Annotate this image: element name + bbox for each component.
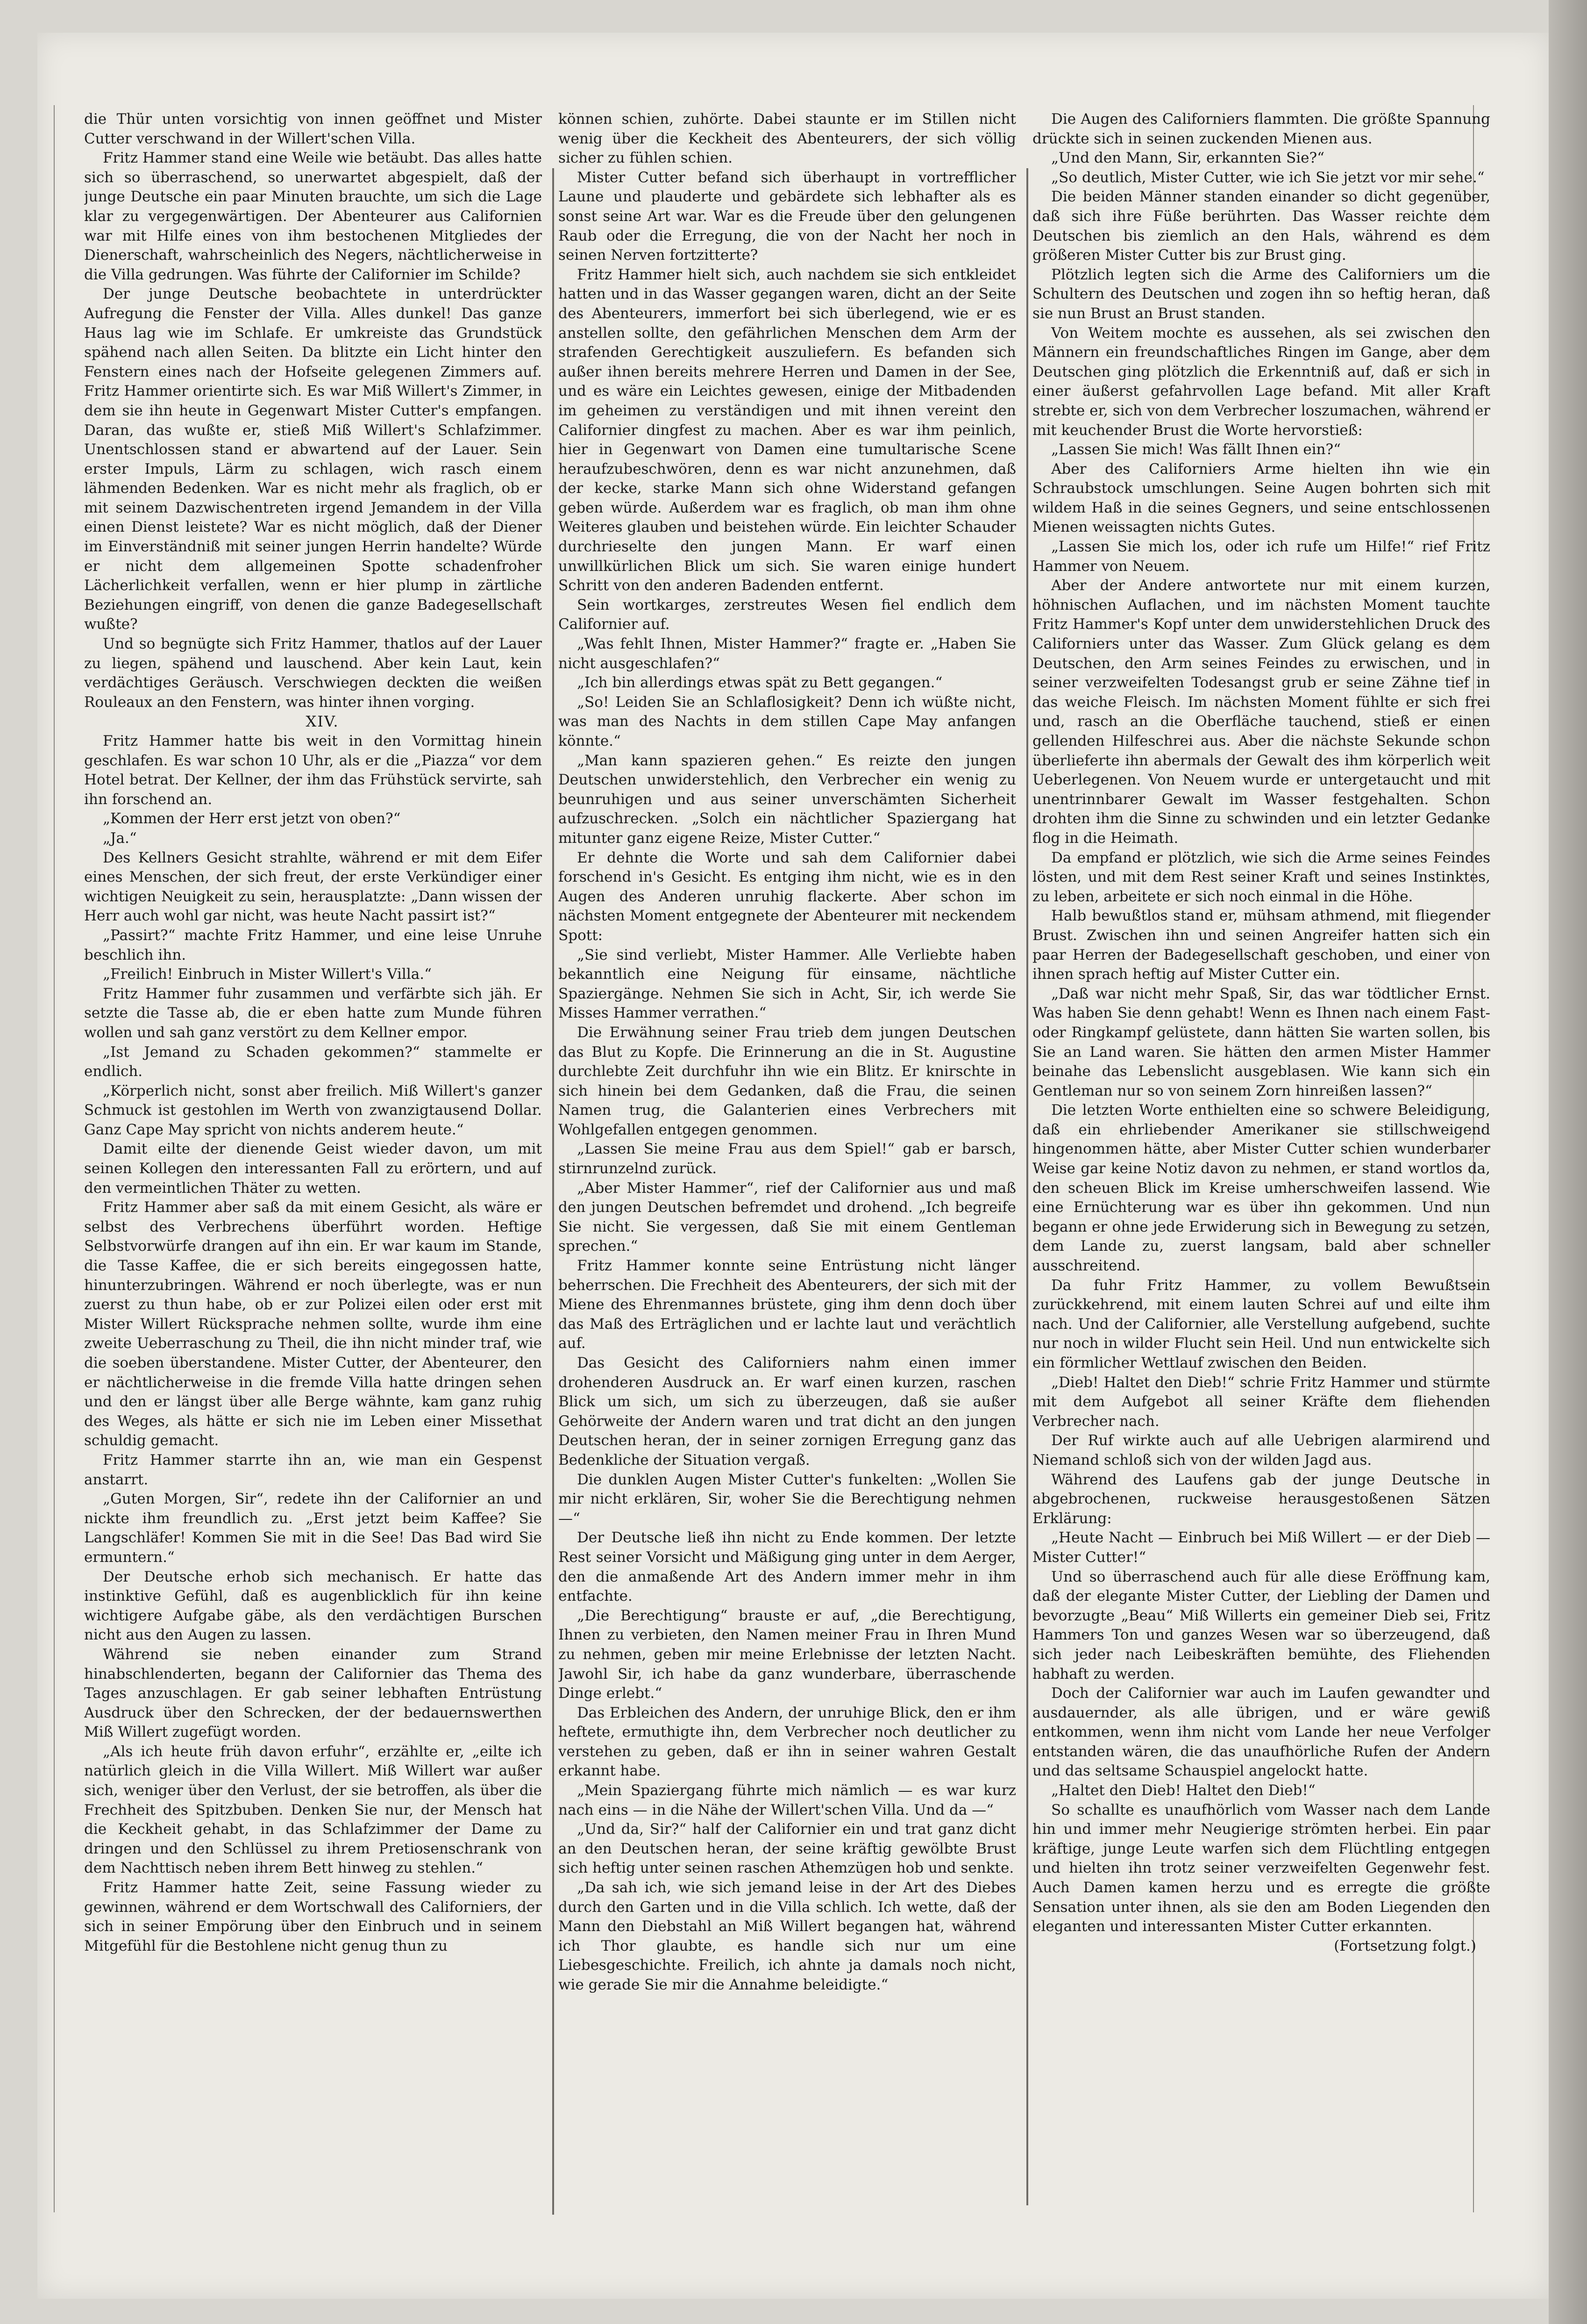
paragraph: die Thür unten vorsichtig von innen geöffnet und Mister Cutter verschwand in der Willert'schen Villa. — [84, 111, 542, 147]
paragraph: „Und da, Sir?“ half der Californier ein und trat ganz dicht an den Deutschen heran, der seine kräftig gewölbte Brust sich heftig unter seinen raschen Athemzügen hob und senkte. — [558, 1821, 1016, 1877]
text-column-1 — [84, 110, 542, 2208]
paragraph: „Ist Jemand zu Schaden gekommen?“ stammelte er endlich. — [84, 1043, 542, 1080]
paragraph: Des Kellners Gesicht strahlte, während er mit dem Eifer eines Menschen, der sich freut, der erste Verkündiger einer wichtigen Neuigkeit zu sein, herausplatzte: „Dann wissen der Herr auch wohl gar nicht, was heute Nacht passirt ist?“ — [84, 849, 542, 925]
paragraph: „Lassen Sie meine Frau aus dem Spiel!“ gab er barsch, stirnrunzelnd zurück. — [558, 1141, 1016, 1177]
column-rule — [552, 168, 554, 2215]
paragraph: Der Ruf wirkte auch auf alle Uebrigen alarmirend und Niemand schloß sich von der wilden Jagd aus. — [1032, 1432, 1490, 1469]
paragraph: Damit eilte der dienende Geist wieder davon, um mit seinen Kollegen den interessanten Fall zu erörtern, und auf den vermeintlichen Thäter zu wetten. — [84, 1141, 542, 1197]
paragraph: Fritz Hammer stand eine Weile wie betäubt. Das alles hatte sich so überraschend, so unerwartet abgespielt, daß der junge Deutsche ein paar Minuten brauchte, um sich die Lage klar zu vergegenwärtigen. Der Abenteurer aus Californien war mit Hilfe eines von ihm bestochenen Mitgliedes der Dienerschaft, wahrscheinlich des Negers, nächtlicherweise in die Villa gedrungen. Was führte der Californier im Schilde? — [84, 150, 542, 283]
paragraph: „Haltet den Dieb! Haltet den Dieb!“ — [1051, 1782, 1316, 1799]
paragraph: Doch der Californier war auch im Laufen gewandter und ausdauernder, als alle übrigen, und er wäre gewiß entkommen, wenn ihm nicht vom Lande her neue Verfolger entstanden wären, die das unaufhörliche Rufen der Andern und das seltsame Schauspiel angelockt hatte. — [1032, 1685, 1490, 1780]
paragraph: „Kommen der Herr erst jetzt von oben?“ — [103, 810, 401, 827]
paragraph: „Da sah ich, wie sich jemand leise in der Art des Diebes durch den Garten und in die Villa schlich. Ich wette, daß der Mann den Diebstahl an Miß Willert begangen hat, während ich Thor glaubte, es handle sich nur um eine Liebesgeschichte. Freilich, ich ahnte ja damals noch nicht, wie gerade Sie mir die Annahme beleidigte.“ — [558, 1879, 1016, 1993]
paragraph: Das Gesicht des Californiers nahm einen immer drohenderen Ausdruck an. Er warf einen kurzen, raschen Blick um sich, um sich zu überzeugen, daß sie außer Gehörweite der Andern waren und trat dicht an den jungen Deutschen heran, der in seiner zornigen Erregung ganz das Bedenkliche der Situation vergaß. — [558, 1354, 1016, 1469]
paragraph: Während sie neben einander zum Strand hinabschlenderten, begann der Californier das Thema des Tages anzuschlagen. Er gab seiner lebhaften Entrüstung Ausdruck über den Schrecken, der der bedauernswerthen Miß Willert zugefügt worden. — [84, 1646, 542, 1741]
paragraph: Während des Laufens gab der junge Deutsche in abgebrochenen, ruckweise herausgestoßenen Sätzen Erklärung: — [1032, 1471, 1490, 1527]
paragraph: So schallte es unaufhörlich vom Wasser nach dem Lande hin und immer mehr Neugierige strömten herbei. Ein paar kräftige, junge Leute warfen sich dem Flüchtling entgegen und hielten ihn trotz seiner verzweifelten Gegenwehr fest. Auch Damen kamen herzu und es erregte die größte Sensation unter ihnen, als sie den am Boden Liegenden den eleganten und interessanten Mister Cutter erkannten. — [1032, 1801, 1490, 1935]
paragraph: „Dieb! Haltet den Dieb!“ schrie Fritz Hammer und stürmte mit dem Aufgebot all seiner Kräfte dem fliehenden Verbrecher nach. — [1032, 1374, 1490, 1430]
paragraph: Fritz Hammer hatte bis weit in den Vormittag hinein geschlafen. Es war schon 10 Uhr, als er die „Piazza“ vor dem Hotel betrat. Der Kellner, der ihm das Frühstück servirte, sah ihn forschend an. — [84, 733, 542, 808]
paragraph: Das Erbleichen des Andern, der unruhige Blick, den er ihm heftete, ermuthigte ihn, dem Verbrecher noch deutlicher zu verstehen zu geben, daß er ihn in seiner wahren Gestalt erkannt habe. — [558, 1704, 1016, 1780]
paragraph: Der Deutsche erhob sich mechanisch. Er hatte das instinktive Gefühl, daß es augenblicklich für ihn keine wichtigere Aufgabe gäbe, als den verdächtigen Burschen nicht aus den Augen zu lassen. — [84, 1568, 542, 1644]
paragraph: Fritz Hammer starrte ihn an, wie man ein Gespenst anstarrt. — [84, 1451, 542, 1488]
paragraph: „Ich bin allerdings etwas spät zu Bett gegangen.“ — [577, 674, 943, 691]
paragraph: Er dehnte die Worte und sah dem Californier dabei forschend in's Gesicht. Es entging ihm nicht, wie es in den Augen des Anderen unruhig flackerte. Aber schon im nächsten Moment entgegnete der Abenteurer mit neckendem Spott: — [558, 849, 1016, 944]
paragraph: „So deutlich, Mister Cutter, wie ich Sie jetzt vor mir sehe.“ — [1051, 169, 1485, 186]
paragraph: „Körperlich nicht, sonst aber freilich. Miß Willert's ganzer Schmuck ist gestohlen im Werth von zwanzigtausend Dollar. Ganz Cape May spricht von nichts anderem heute.“ — [84, 1082, 542, 1138]
paragraph: Fritz Hammer fuhr zusammen und verfärbte sich jäh. Er setzte die Tasse ab, die er eben hatte zum Munde führen wollen und sah ganz verstört zu dem Kellner empor. — [84, 985, 542, 1041]
text-column-2 — [558, 110, 1016, 2208]
paragraph: „Heute Nacht — Einbruch bei Miß Willert — er der Dieb — Mister Cutter!“ — [1032, 1529, 1490, 1566]
paragraph: Halb bewußtlos stand er, mühsam athmend, mit fliegender Brust. Zwischen ihn und seinen Angreifer hatten sich ein paar Herren der Badegesellschaft geschoben, und einer von ihnen sprach heftig auf Mister Cutter ein. — [1032, 907, 1490, 983]
paragraph: Die dunklen Augen Mister Cutter's funkelten: „Wollen Sie mir nicht erklären, Sir, woher Sie die Berechtigung nehmen —“ — [558, 1471, 1016, 1527]
paragraph: „Ja.“ — [103, 829, 137, 847]
paragraph: Der junge Deutsche beobachtete in unterdrückter Aufregung die Fenster der Villa. Alles dunkel! Das ganze Haus lag wie im Schlafe. Er umkreiste das Grundstück spähend nach allen Seiten. Da blitzte ein Licht hinter den Fenstern eines nach der Hofseite gelegenen Zimmers auf. Fritz Hammer orientirte sich. Es war Miß Willert's Zimmer, in dem sie ihn heute in Gegenwart Mister Cutter's empfangen. Daran, das wußte er, stieß Miß Willert's Schlafzimmer. Unentschlossen stand er abwartend auf der Lauer. Sein erster Impuls, Lärm zu schlagen, wich rasch einem lähmenden Bedenken. War es nicht mehr als fraglich, ob er mit seinem Dazwischentreten irgend Jemandem in der Villa einen Dienst leistete? War es nicht möglich, daß der Diener im Einverständniß mit seiner jungen Herrin handelte? Würde er nicht dem allgemeinen Spotte schadenfroher Lächerlichkeit verfallen, wenn er hier plump in zärtliche Beziehungen eingriff, von denen die ganze Badegesellschaft wußte? — [84, 285, 542, 633]
paragraph: „Sie sind verliebt, Mister Hammer. Alle Verliebte haben bekanntlich eine Neigung für einsame, nächtliche Spaziergänge. Nehmen Sie sich in Acht, Sir, ich werde Sie Misses Hammer verrathen.“ — [558, 946, 1016, 1022]
paragraph: Die beiden Männer standen einander so dicht gegenüber, daß sich ihre Füße berührten. Das Wasser reichte dem Deutschen bis ziemlich an den Hals, während es dem größeren Mister Cutter bis zur Brust ging. — [1032, 188, 1490, 264]
continuation-note: (Fortsetzung folgt.) — [1334, 1937, 1476, 1954]
paragraph: Fritz Hammer hielt sich, auch nachdem sie sich entkleidet hatten und in das Wasser gegangen waren, dicht an der Seite des Abenteurers, immerfort bei sich überlegend, wie er es anstellen sollte, den gefährlichen Menschen dem Arm der strafenden Gerechtigkeit auszuliefern. Es befanden sich außer ihnen bereits mehrere Herren und Damen in der See, und es wäre ein Leichtes gewesen, einige der Mitbadenden im geheimen zu verständigen und mit ihnen vereint den Californier dingfest zu machen. Aber es war ihm peinlich, hier in Gegenwart von Damen eine tumultarische Scene heraufzubeschwören, denn es war nicht anzunehmen, daß der kecke, starke Mann sich ohne Widerstand gefangen geben würde. Außerdem war es fraglich, ob man ihm ohne Weiteres glauben und beistehen würde. Ein leichter Schauder durchrieselte den jungen Mann. Er warf einen unwillkürlichen Blick um sich. Sie waren einige hundert Schritt von den anderen Badenden entfernt. — [558, 266, 1016, 594]
paragraph: Fritz Hammer konnte seine Entrüstung nicht länger beherrschen. Die Frechheit des Abenteurers, der sich mit der Miene des Ehrenmannes brüstete, ging ihm denn doch über das Maß des Erträglichen und er lachte laut und verächtlich auf. — [558, 1257, 1016, 1352]
paragraph: Die Erwähnung seiner Frau trieb dem jungen Deutschen das Blut zu Kopfe. Die Erinnerung an die in St. Augustine durchlebte Zeit durchfuhr ihn wie ein Blitz. Er knirschte in sich hinein bei dem Gedanken, daß die Frau, die seinen Namen trug, die Galanterien eines Verbrechers mit Wohlgefallen entgegen genommen. — [558, 1024, 1016, 1138]
paragraph: „So! Leiden Sie an Schlaflosigkeit? Denn ich wüßte nicht, was man des Nachts in dem stillen Cape May anfangen könnte.“ — [558, 693, 1016, 749]
paragraph: Die letzten Worte enthielten eine so schwere Beleidigung, daß ein ehrliebender Amerikaner sie stillschweigend hingenommen hätte, aber Mister Cutter schien wunderbarer Weise gar keine Notiz davon zu nehmen, er stand wortlos da, den scheuen Blick im Kreise umherschweifen lassend. Wie eine Ernüchterung war es über ihn gekommen. Und nun begann er ohne jede Erwiderung sich in Bewegung zu setzen, dem Lande zu, zuerst langsam, bald aber schneller ausschreitend. — [1032, 1102, 1490, 1275]
paragraph: „Lassen Sie mich! Was fällt Ihnen ein?“ — [1051, 441, 1341, 458]
paragraph: können schien, zuhörte. Dabei staunte er im Stillen nicht wenig über die Keckheit des Abenteurers, der sich völlig sicher zu fühlen schien. — [558, 111, 1016, 167]
paragraph: „Die Berechtigung“ brauste er auf, „die Berechtigung, Ihnen zu verbieten, den Namen meiner Frau in Ihren Mund zu nehmen, geben mir meine Erlebnisse der letzten Nacht. Jawohl Sir, ich habe da ganz wunderbare, überraschende Dinge erlebt.“ — [558, 1607, 1016, 1702]
paragraph: Mister Cutter befand sich überhaupt in vortrefflicher Laune und plauderte und gebärdete sich lebhafter als es sonst seine Art war. War es die Freude über den gelungenen Raub oder die Erregung, die von der Nacht her noch in seinen Nerven fortzitterte? — [558, 169, 1016, 264]
paragraph: Aber der Andere antwortete nur mit einem kurzen, höhnischen Auflachen, und im nächsten Moment tauchte Fritz Hammer's Kopf unter dem unwiderstehlichen Druck des Californiers unter das Wasser. Zum Glück gelang es dem Deutschen, den Arm seines Feindes zu erwischen, und in seiner verzweifelten Todesangst grub er seine Zähne tief in das weiche Fleisch. Im nächsten Moment fühlte er sich frei und, rasch an die Oberfläche tauchend, stieß er einen gellenden Hilfeschrei aus. Aber die nächste Sekunde schon überlieferte ihn abermals der Gewalt des ihm körperlich weit Ueberlegenen. Von Neuem wurde er untergetaucht und mit unentrinnbarer Gewalt im Wasser festgehalten. Schon drohten ihm die Sinne zu schwinden und ein letzter Gedanke flog in die Heimath. — [1032, 577, 1490, 847]
text-column-3 — [1032, 110, 1490, 2208]
paragraph: Der Deutsche ließ ihn nicht zu Ende kommen. Der letzte Rest seiner Vorsicht und Mäßigung ging unter in dem Aerger, den die anmaßende Art des Andern immer mehr in ihm entfachte. — [558, 1529, 1016, 1605]
paragraph: „Freilich! Einbruch in Mister Willert's Villa.“ — [103, 966, 432, 983]
paragraph: Von Weitem mochte es aussehen, als sei zwischen den Männern ein freundschaftliches Ringen im Gange, aber dem Deutschen ging plötzlich die Erkenntniß auf, daß er sich in einer äußerst gefahrvollen Lage befand. Mit aller Kraft strebte er, sich von dem Verbrecher loszumachen, während er mit keuchender Brust die Worte hervorstieß: — [1032, 324, 1490, 439]
paragraph: Fritz Hammer hatte Zeit, seine Fassung wieder zu gewinnen, während er dem Wortschwall des Californiers, der sich in seiner Empörung über den Einbruch und in seinem Mitgefühl für die Bestohlene nicht genug thun zu — [84, 1879, 542, 1954]
paragraph: „Mein Spaziergang führte mich nämlich — es war kurz nach eins — in die Nähe der Willert'schen Villa. Und da —“ — [558, 1782, 1016, 1818]
paragraph: „Was fehlt Ihnen, Mister Hammer?“ fragte er. „Haben Sie nicht ausgeschlafen?“ — [558, 635, 1016, 672]
chapter-heading: XIV. — [306, 713, 339, 731]
paragraph: Da fuhr Fritz Hammer, zu vollem Bewußtsein zurückkehrend, mit einem lauten Schrei auf und eilte ihm nach. Und der Californier, alle Verstellung aufgebend, suchte nur noch in wilder Flucht sein Heil. Und nun entwickelte sich ein förmlicher Wettlauf zwischen den Beiden. — [1032, 1276, 1490, 1371]
paragraph: „Passirt?“ machte Fritz Hammer, und eine leise Unruhe beschlich ihn. — [84, 927, 542, 963]
paragraph: „Man kann spazieren gehen.“ Es reizte den jungen Deutschen unwiderstehlich, den Verbrecher ein wenig zu beunruhigen und aus seiner unverschämten Sicherheit aufzuschrecken. „Solch ein nächtlicher Spaziergang hat mitunter ganz eigene Reize, Mister Cutter.“ — [558, 752, 1016, 847]
paragraph: Aber des Californiers Arme hielten ihn wie ein Schraubstock umschlungen. Seine Augen bohrten sich mit wildem Haß in die seines Gegners, und seine entschlossenen Mienen weissagten nichts Gutes. — [1032, 460, 1490, 536]
page-edge-shadow — [1549, 0, 1587, 2324]
paragraph: Die Augen des Californiers flammten. Die größte Spannung drückte sich in seinen zuckenden Mienen aus. — [1032, 111, 1490, 147]
paragraph: „Und den Mann, Sir, erkannten Sie?“ — [1051, 150, 1324, 167]
paragraph: „Daß war nicht mehr Spaß, Sir, das war tödtlicher Ernst. Was haben Sie denn gehabt! Wenn es Ihnen nach einem Fast- oder Ringkampf gelüstete, dann hätten Sie warten sollen, bis Sie an Land waren. Sie hätten den armen Mister Hammer beinahe das Lebenslicht ausgeblasen. Wie kann sich ein Gentleman nur so von seinem Zorn hinreißen lassen?“ — [1032, 985, 1490, 1099]
paragraph: Plötzlich legten sich die Arme des Californiers um die Schultern des Deutschen und zogen ihn so heftig heran, daß sie nun Brust an Brust standen. — [1032, 266, 1490, 322]
paragraph: Fritz Hammer aber saß da mit einem Gesicht, als wäre er selbst des Verbrechens überführt worden. Heftige Selbstvorwürfe drangen auf ihn ein. Er war kaum im Stande, die Tasse Kaffee, die er sich bereits eingegossen hatte, hinunterzubringen. Während er noch überlegte, was er nun zuerst zu thun habe, ob er zur Polizei eilen oder erst mit Mister Willert Rücksprache nehmen sollte, wurde ihm eine zweite Ueberraschung zu Theil, die ihn nicht minder traf, wie die soeben überstandene. Mister Cutter, der Abenteurer, den er nächtlicherweise in die fremde Villa hatte dringen sehen und den er längst über alle Berge wähnte, kam ganz ruhig des Weges, als hätte er sich nie im Leben einer Missethat schuldig gemacht. — [84, 1199, 542, 1449]
paragraph: „Guten Morgen, Sir“, redete ihn der Californier an und nickte ihm freundlich zu. „Erst jetzt beim Kaffee? Sie Langschläfer! Kommen Sie mit in die See! Das Bad wird Sie ermuntern.“ — [84, 1490, 542, 1566]
paragraph: Und so überraschend auch für alle diese Eröffnung kam, daß der elegante Mister Cutter, der Liebling der Damen und bevorzugte „Beau“ Miß Willerts ein gemeiner Dieb sei, Fritz Hammers Ton und ganzes Wesen war so überzeugend, daß sich jeder nach Leibeskräften bemühte, des Fliehenden habhaft zu werden. — [1032, 1568, 1490, 1682]
paragraph: Und so begnügte sich Fritz Hammer, thatlos auf der Lauer zu liegen, spähend und lauschend. Aber kein Laut, kein verdächtiges Geräusch. Verschwiegen deckten die weißen Rouleaux an den Fenstern, was hinter ihnen vorging. — [84, 635, 542, 711]
paragraph: Sein wortkarges, zerstreutes Wesen fiel endlich dem Californier auf. — [558, 596, 1016, 633]
paragraph: „Als ich heute früh davon erfuhr“, erzählte er, „eilte ich natürlich gleich in die Villa Willert. Miß Willert war außer sich, weniger über den Verlust, der sie betroffen, als über die Frechheit des Spitzbuben. Denken Sie nur, der Mensch hat die Keckheit gehabt, in das Schlafzimmer der Dame zu dringen und den Schlüssel zu ihrem Pretiosenschrank von dem Nachttisch neben ihrem Bett hinweg zu stehlen.“ — [84, 1743, 542, 1877]
column-rule — [1026, 168, 1028, 2205]
paragraph: „Aber Mister Hammer“, rief der Californier aus und maß den jungen Deutschen befremdet und drohend. „Ich begreife Sie nicht. Sie vergessen, daß Sie mit einem Gentleman sprechen.“ — [558, 1179, 1016, 1255]
paragraph: Da empfand er plötzlich, wie sich die Arme seines Feindes lösten, und mit dem Rest seiner Kraft und seines Instinktes, zu leben, arbeitete er sich noch einmal in die Höhe. — [1032, 849, 1490, 905]
paragraph: „Lassen Sie mich los, oder ich rufe um Hilfe!“ rief Fritz Hammer von Neuem. — [1032, 538, 1490, 575]
